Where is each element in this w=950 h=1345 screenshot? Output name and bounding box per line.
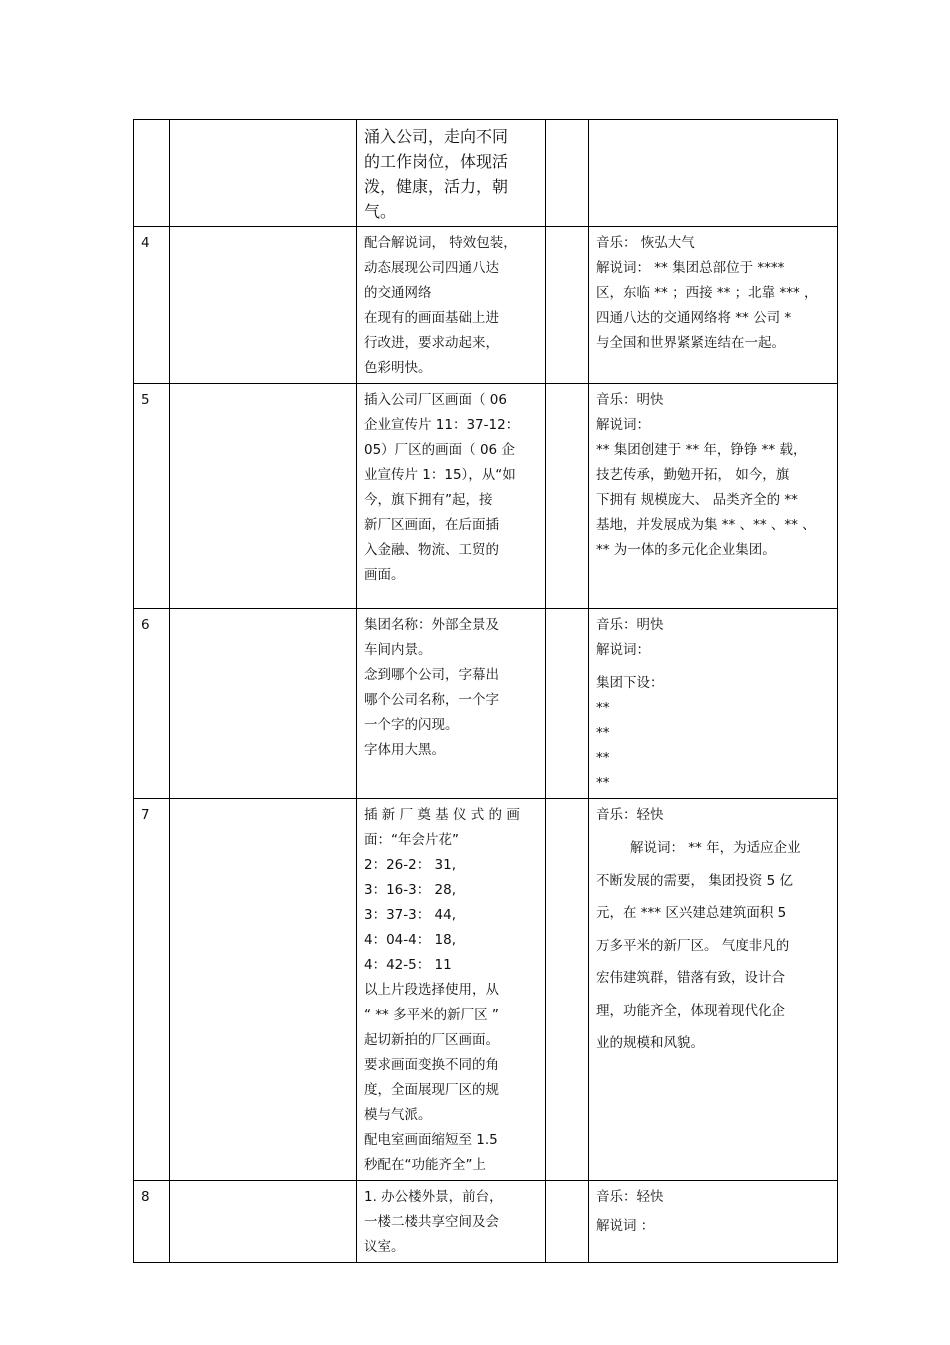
desc-line: 的工作岗位，体现活 [364, 152, 509, 171]
shot-description [357, 384, 546, 609]
note-line: ** [596, 775, 610, 791]
desc-line: 议室。 [364, 1239, 405, 1255]
note-line: ** [596, 725, 610, 741]
empty-cell [546, 384, 589, 609]
desc-line: 05）厂区的画面（ 06 企 [364, 442, 515, 458]
note-line: ** 集团创建于 ** 年，铮铮 ** 载， [596, 442, 807, 458]
desc-line: 画面。 [364, 567, 405, 583]
script-table [133, 119, 838, 1263]
shot-number [134, 120, 170, 227]
empty-cell [170, 227, 357, 384]
desc-line: 企业宣传片 11：37-12： [364, 417, 520, 433]
note-line: 解说词： [596, 417, 650, 433]
note-line: 音乐：明快 [596, 392, 664, 408]
desc-line: 行改进，要求动起来， [364, 335, 499, 351]
desc-line: 以上片段选择使用，从 [364, 982, 499, 998]
desc-line: 2：26-2： 31, [364, 857, 456, 873]
desc-line: 入金融、物流、工贸的 [364, 542, 499, 558]
note-line: ** 为一体的多元化企业集团。 [596, 542, 776, 558]
table-row [134, 120, 838, 227]
shot-description [357, 120, 546, 227]
note-line: 宏伟建筑群，错落有致，设计合 [596, 970, 785, 986]
desc-line: 的交通网络 [364, 285, 432, 301]
shot-note [589, 799, 838, 1181]
note-line: 集团下设： [596, 675, 664, 691]
table-row [134, 609, 838, 799]
table-row [134, 1181, 838, 1263]
shot-number: 8 [134, 1181, 170, 1263]
desc-line: 配电室画面缩短至 1.5 [364, 1132, 498, 1148]
desc-line: 4：04-4： 18, [364, 932, 456, 948]
note-line: 理，功能齐全，体现着现代化企 [596, 1002, 785, 1019]
note-line: 音乐：轻快 [596, 807, 664, 823]
note-line: 与全国和世界紧紧连结在一起。 [596, 335, 785, 351]
shot-note [589, 120, 838, 227]
note-line: 解说词： ** 集团总部位于 **** [596, 260, 785, 276]
desc-line: 插入公司厂区画面（ 06 [364, 392, 507, 408]
empty-cell [546, 799, 589, 1181]
note-line: 万多平米的新厂区。 气度非凡的 [596, 937, 790, 954]
empty-cell [170, 120, 357, 227]
table-row [134, 384, 838, 609]
note-line: 音乐：明快 [596, 617, 664, 633]
note-line: ** [596, 700, 610, 716]
empty-cell [170, 384, 357, 609]
desc-line: 插 新 厂 奠 基 仪 式 的 画 [364, 807, 520, 823]
shot-number: 7 [134, 799, 170, 1181]
shot-description [357, 609, 546, 799]
shot-note [589, 227, 838, 384]
desc-line: 新厂区画面，在后面插 [364, 517, 499, 533]
empty-cell [170, 799, 357, 1181]
shot-number: 5 [134, 384, 170, 609]
desc-line: 色彩明快。 [364, 360, 432, 376]
note-line: 下拥有 规模庞大、 品类齐全的 ** [596, 492, 798, 508]
desc-line: 起切新拍的厂区画面。 [364, 1032, 499, 1048]
desc-line: 秒配在“功能齐全”上 [364, 1157, 486, 1173]
desc-line: 在现有的画面基础上进 [364, 310, 499, 326]
note-line: ** [596, 750, 610, 766]
note-line: 元，在 *** 区兴建总建筑面积 5 [596, 905, 787, 921]
shot-number: 6 [134, 609, 170, 799]
table-row [134, 799, 838, 1181]
note-line: 区，东临 ** ；西接 ** ；北靠 *** ， [596, 285, 818, 301]
desc-line: 业宣传片 1：15），从“如 [364, 467, 516, 483]
desc-line: 念到哪个公司，字幕出 [364, 667, 499, 683]
desc-line: “ ** 多平米的新厂区 ” [364, 1007, 499, 1023]
shot-number: 4 [134, 227, 170, 384]
desc-line: 今，旗下拥有”起，接 [364, 492, 493, 508]
shot-description [357, 799, 546, 1181]
shot-note [589, 609, 838, 799]
desc-line: 动态展现公司四通八达 [364, 260, 499, 276]
note-line: 四通八达的交通网络将 ** 公司 * [596, 310, 792, 326]
desc-line: 3：16-3： 28, [364, 882, 456, 898]
note-line: 音乐：轻快 [596, 1189, 664, 1205]
empty-cell [546, 609, 589, 799]
desc-line: 一楼二楼共享空间及会 [364, 1214, 499, 1230]
desc-line: 一个字的闪现。 [364, 717, 459, 733]
note-line: 解说词 ： [596, 1218, 655, 1234]
empty-cell [546, 1181, 589, 1263]
empty-cell [546, 227, 589, 384]
empty-cell [546, 120, 589, 227]
note-line: 业的规模和风貌。 [596, 1035, 704, 1051]
desc-line: 泼，健康，活力，朝 [364, 177, 509, 196]
note-line: 技艺传承，勤勉开拓， 如今，旗 [596, 467, 790, 483]
desc-line: 气。 [364, 202, 397, 221]
desc-line: 要求画面变换不同的角 [364, 1057, 499, 1073]
note-line: 解说词： ** 年，为适应企业 [630, 840, 801, 856]
note-line: 不断发展的需要， 集团投资 5 亿 [596, 872, 793, 889]
desc-line: 4：42-5： 11 [364, 957, 452, 973]
desc-line: 3：37-3： 44, [364, 907, 456, 923]
desc-line: 模与气派。 [364, 1107, 432, 1123]
empty-cell [170, 1181, 357, 1263]
desc-line: 哪个公司名称，一个字 [364, 692, 499, 708]
desc-line: 车间内景。 [364, 642, 432, 658]
desc-line: 面：“年会片花” [364, 832, 459, 848]
shot-description [357, 227, 546, 384]
empty-cell [170, 609, 357, 799]
desc-line: 1. 办公楼外景，前台， [364, 1189, 503, 1205]
table-row [134, 227, 838, 384]
desc-line: 字体用大黑。 [364, 742, 445, 758]
desc-line: 度，全面展现厂区的规 [364, 1082, 499, 1098]
note-line: 解说词： [596, 642, 650, 658]
desc-line: 涌入公司，走向不同 [364, 127, 509, 146]
note-line: 基地，并发展成为集 ** 、** 、** 、 [596, 517, 816, 533]
note-line: 音乐： 恢弘大气 [596, 235, 695, 251]
shot-note [589, 384, 838, 609]
desc-line: 集团名称：外部全景及 [364, 617, 499, 633]
desc-line: 配合解说词， 特效包装， [364, 235, 517, 251]
shot-description [357, 1181, 546, 1263]
shot-note [589, 1181, 838, 1263]
